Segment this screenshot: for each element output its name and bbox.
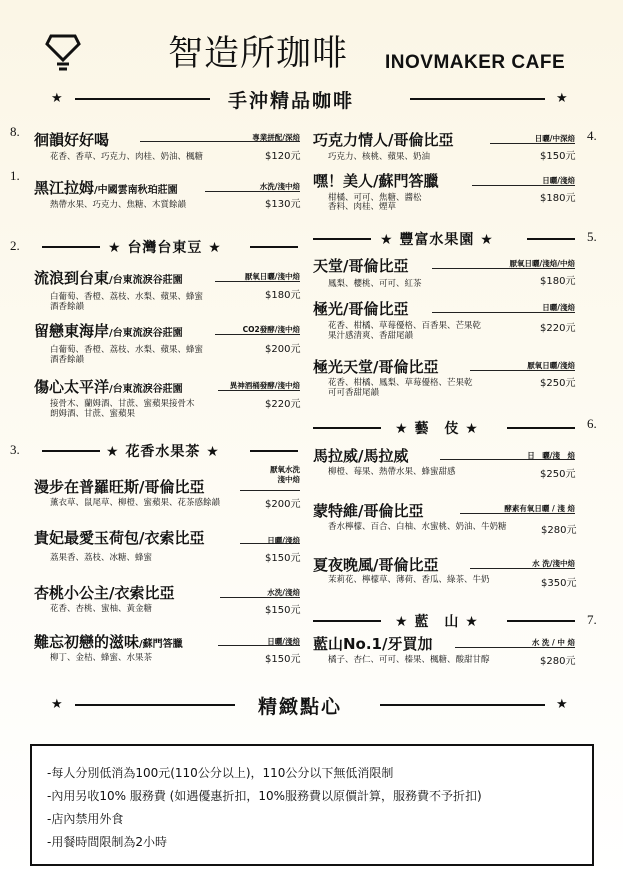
menu-item-desc: 鳳梨、櫻桃、可可、紅茶: [328, 279, 422, 289]
menu-item-process: 水洗/淺焙: [267, 588, 300, 597]
star-icon: ★: [556, 697, 568, 712]
menu-item-process: 日曬/淺焙: [267, 536, 300, 545]
note-line: -用餐時間限制為2小時: [47, 835, 167, 849]
column-number: 2.: [10, 238, 20, 253]
column-number: 7.: [587, 612, 597, 627]
star-icon: ★: [51, 91, 63, 106]
menu-item-desc: 花香、柑橘、鳳梨、草莓優格、芒果乾: [328, 378, 473, 388]
menu-item-desc: 香料、肉桂、煙草: [328, 202, 397, 212]
menu-item-desc: 白葡萄、香橙、荔枝、水梨、蘋果、蜂蜜: [50, 292, 204, 302]
menu-item-process: 日曬/淺焙: [267, 637, 300, 646]
column-number: 4.: [587, 128, 597, 143]
menu-item-desc: 熱帶水果、巧克力、焦糖、木質餘韻: [50, 200, 187, 210]
menu-item-desc: 花香、香草、巧克力、肉桂、奶油、楓糖: [50, 152, 204, 162]
menu-item-price: $130元: [265, 199, 301, 210]
section-title-pour-over: 手沖精品咖啡: [228, 90, 355, 112]
star-icon: ★: [556, 91, 568, 106]
menu-item-desc: 朗姆酒、甘蔗、蜜蘋果: [50, 409, 136, 419]
menu-item-price: $150元: [265, 553, 301, 564]
menu-item-desc: 茉莉花、檸檬草、薄荷、香瓜、綠茶、牛奶: [328, 575, 490, 585]
menu-item-process: 水 洗 / 中 焙: [531, 638, 575, 647]
menu-item-name: 夏夜晚風/哥倫比亞: [313, 556, 439, 574]
divider: [507, 620, 575, 622]
menu-item-desc: 柳丁、金桔、蜂蜜、水果茶: [50, 653, 153, 663]
menu-item-name: 漫步在普羅旺斯/哥倫比亞: [34, 478, 205, 496]
divider: [42, 246, 100, 248]
column-number: 1.: [10, 168, 20, 183]
menu-item-desc: 荔果香、荔枝、冰糖、蜂蜜: [50, 553, 153, 563]
divider: [380, 704, 545, 706]
menu-item-desc: 橘子、杏仁、可可、榛果、楓糖、酸甜甘醇: [328, 655, 490, 665]
menu-item-price: $250元: [540, 378, 576, 389]
menu-item-desc: 薰衣草、鼠尾草、柳橙、蜜蘋果、花茶感餘韻: [50, 498, 221, 508]
menu-item-name: 馬拉威/馬拉威: [313, 447, 409, 465]
menu-item-process: 酵素有氧日曬 / 淺 焙: [504, 504, 575, 513]
menu-item-name: 藍山No.1/牙買加: [313, 635, 433, 653]
menu-item-process: 日曬/淺焙: [542, 176, 575, 185]
divider: [240, 490, 300, 491]
menu-item-process: 厭氧日曬/淺焙/中焙: [509, 259, 575, 268]
menu-item-desc: 酒香餘韻: [50, 355, 85, 365]
menu-item-price: $200元: [265, 499, 301, 510]
menu-item-desc: 白葡萄、香橙、荔枝、水梨、蘋果、蜂蜜: [50, 345, 204, 355]
note-line: -每人分別低消為100元(110公分以上)，110公分以下無低消限制: [47, 766, 394, 780]
menu-item-desc: 果汁感清爽、香甜尾韻: [328, 331, 414, 341]
divider: [42, 450, 100, 452]
divider: [250, 450, 298, 452]
column-number: 6.: [587, 416, 597, 431]
menu-item-name: 傷心太平洋/台東流淚谷莊園: [34, 378, 183, 396]
menu-item-desc: 巧克力、核桃、蘋果、奶油: [328, 152, 431, 162]
menu-item-desc: 柑橘、可可、焦糖、醬松: [328, 193, 422, 203]
menu-item-price: $350元: [541, 578, 577, 589]
divider: [313, 427, 381, 429]
menu-item-price: $220元: [265, 399, 301, 410]
brand-name-en: INOVMAKER CAFE: [385, 52, 566, 73]
menu-item-price: $280元: [540, 656, 576, 667]
menu-item-name: 留戀東海岸/台東流淚谷莊園: [34, 322, 183, 340]
column-number: 8.: [10, 124, 20, 139]
menu-item-price: $180元: [265, 290, 301, 301]
menu-item-desc: 香水檸檬、百合、白柚、水蜜桃、奶油、牛奶糖: [328, 522, 507, 532]
divider: [410, 98, 545, 100]
menu-item-name: 徊韻好好喝: [34, 131, 110, 149]
menu-item-process: 厭氧水洗 淺中焙: [270, 465, 300, 484]
menu-item-price: $280元: [541, 525, 577, 536]
brand-name-cn: 智造所珈啡: [168, 34, 349, 74]
menu-item-price: $220元: [540, 323, 576, 334]
menu-item-desc: 接骨木、蘭姆酒、甘蔗、蜜蘋果接骨木: [50, 399, 195, 409]
menu-item-name: 巧克力情人/哥倫比亞: [313, 131, 454, 149]
menu-item-name: 貴妃最愛玉荷包/衣索比亞: [34, 529, 205, 547]
menu-item-price: $180元: [540, 193, 576, 204]
menu-item-name: 難忘初戀的滋味/蘇門答臘: [34, 633, 183, 651]
star-icon: ★: [51, 697, 63, 712]
menu-item-name: 黑江拉姆/中國雲南秋珀莊園: [34, 179, 178, 197]
divider: [527, 238, 575, 240]
note-line: -店內禁用外食: [47, 812, 124, 826]
divider: [75, 98, 210, 100]
menu-item-name: 杏桃小公主/衣索比亞: [34, 584, 175, 602]
menu-item-process: 日 曬/淺 焙: [527, 451, 575, 460]
menu-item-price: $150元: [265, 654, 301, 665]
menu-item-price: $200元: [265, 344, 301, 355]
menu-item-desc: 花香、杏桃、蜜柚、黃金糖: [50, 604, 153, 614]
lightbulb-diamond-icon: [45, 30, 81, 72]
menu-item-name: 天堂/哥倫比亞: [313, 257, 409, 275]
menu-item-price: $120元: [265, 151, 301, 162]
menu-item-name: 極光/哥倫比亞: [313, 300, 409, 318]
column-number: 5.: [587, 229, 597, 244]
section-title-floral: ★ 花香水果茶 ★: [106, 444, 220, 460]
section-title-taiwan: ★ 台灣台東豆 ★: [108, 240, 222, 256]
menu-item-desc: 柳橙、莓果、熱帶水果、蜂蜜甜感: [328, 467, 456, 477]
column-number: 3.: [10, 442, 20, 457]
menu-item-desc: 酒香餘韻: [50, 302, 85, 312]
divider: [250, 246, 298, 248]
menu-item-price: $250元: [540, 469, 576, 480]
menu-item-desc: 可可香甜尾韻: [328, 388, 380, 398]
menu-item-process: 厭氧日曬/淺焙: [527, 361, 575, 370]
note-line: -內用另收10% 服務費 (如遇優惠折扣，10%服務費以原價計算，服務費不予折扣): [47, 789, 482, 803]
menu-item-name: 嘿！美人/蘇門答臘: [313, 172, 439, 190]
divider: [313, 620, 381, 622]
menu-item-desc: 花香、柑橘、草莓優格、百香果、芒果乾: [328, 321, 482, 331]
menu-item-name: 流浪到台東/台東流淚谷莊園: [34, 269, 183, 287]
menu-item-name: 極光天堂/哥倫比亞: [313, 358, 439, 376]
menu-item-price: $180元: [540, 276, 576, 287]
divider: [507, 427, 575, 429]
menu-item-name: 蒙特維/哥倫比亞: [313, 502, 424, 520]
menu-item-price: $150元: [265, 605, 301, 616]
menu-item-process: 專業拼配/深焙: [252, 133, 300, 142]
section-title-fruit: ★ 豐富水果園 ★: [380, 232, 494, 248]
section-title-dessert: 精緻點心: [258, 696, 343, 718]
menu-item-process: 水洗/淺中焙: [259, 182, 300, 191]
menu-item-process: 水 洗/淺中焙: [532, 559, 575, 568]
divider: [313, 238, 371, 240]
menu-item-price: $150元: [540, 151, 576, 162]
menu-item-process: CO2發酵/淺中焙: [242, 325, 300, 334]
menu-item-process: 異神酒桶發酵/淺中焙: [229, 381, 300, 390]
notes-box: [30, 744, 594, 866]
menu-item-process: 日曬/淺焙: [542, 303, 575, 312]
menu-item-process: 日曬/中深焙: [534, 134, 575, 143]
divider: [75, 704, 235, 706]
section-title-blue-mountain: ★ 藍 山 ★: [395, 614, 479, 630]
section-title-geisha: ★ 藝 伎 ★: [395, 421, 479, 437]
menu-item-process: 厭氧日曬/淺中焙: [244, 272, 300, 281]
